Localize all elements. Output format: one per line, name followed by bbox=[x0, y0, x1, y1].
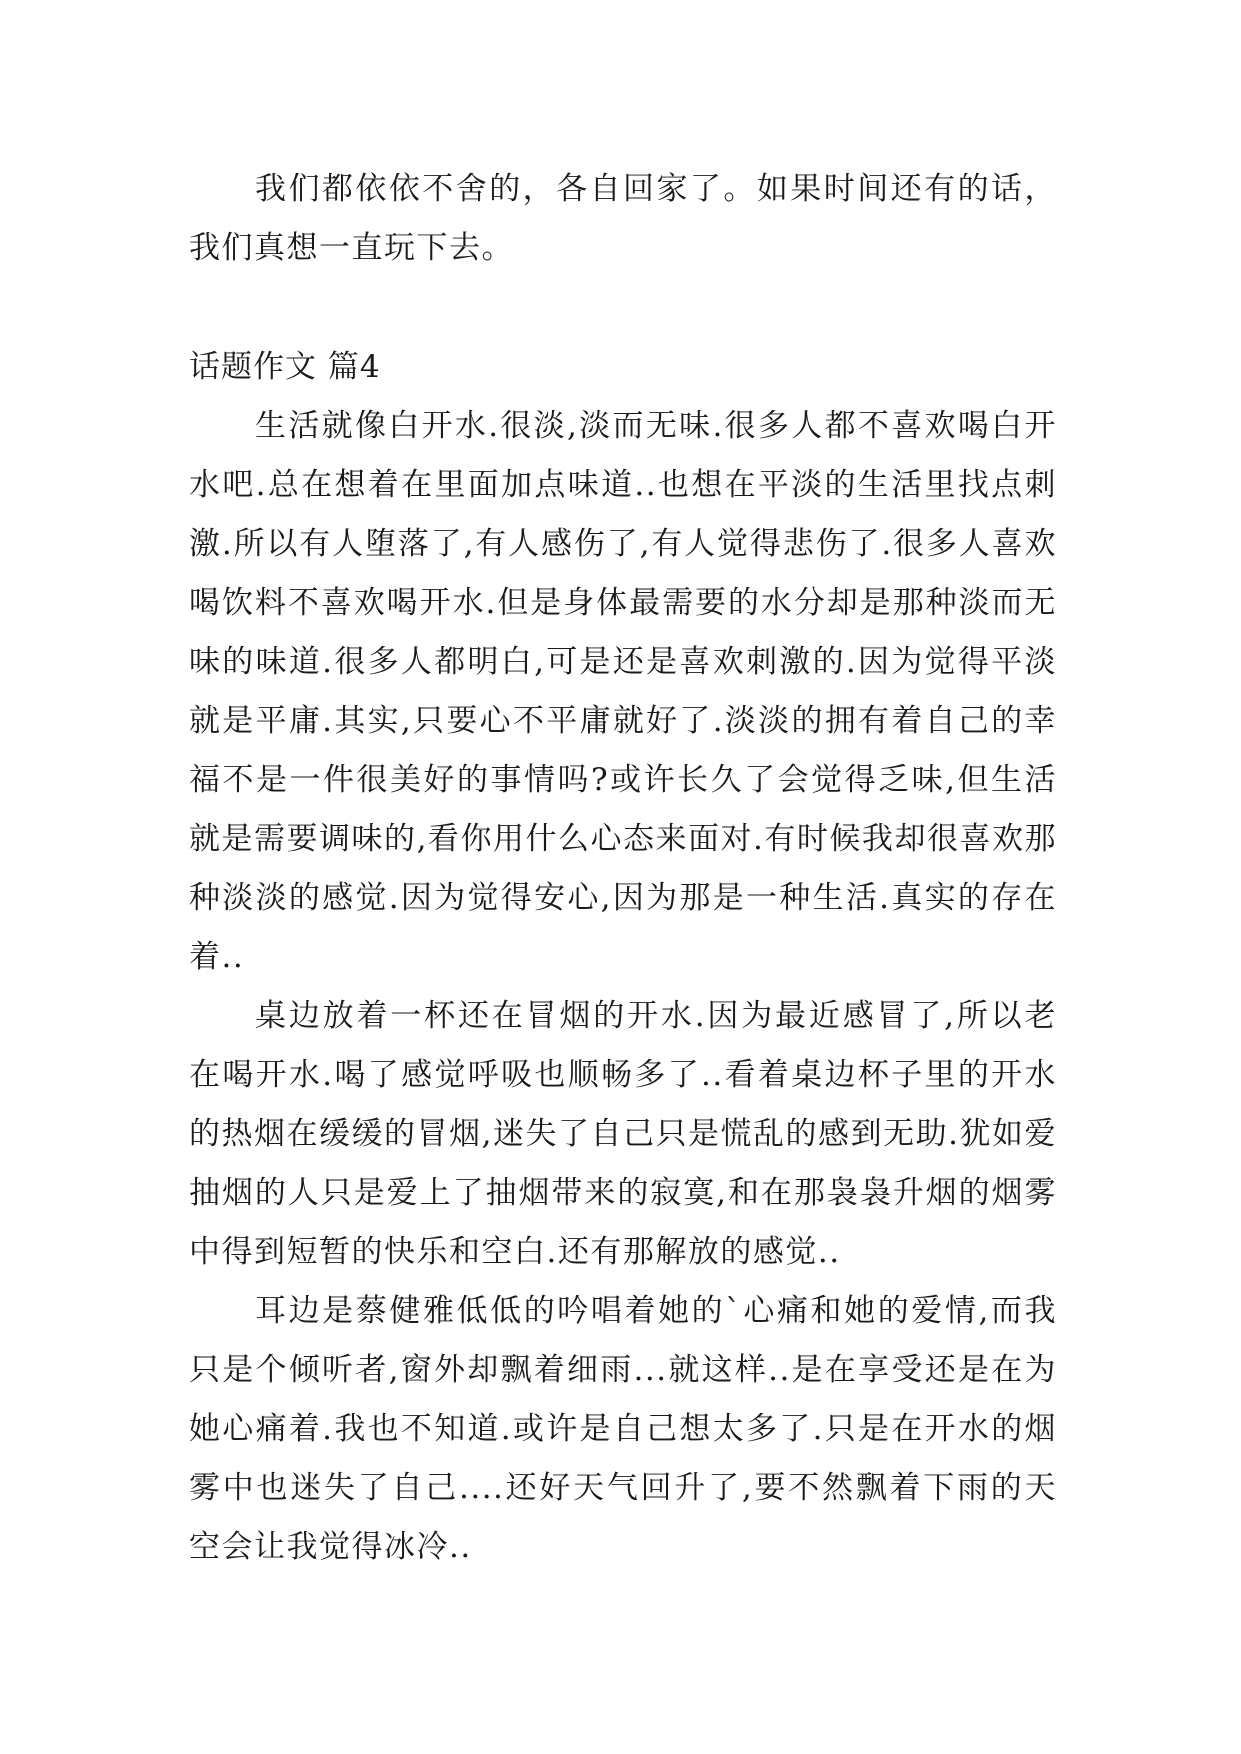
document-body bbox=[189, 160, 1057, 1577]
body-paragraph-1: 生活就像白开水.很淡,淡而无味.很多人都不喜欢喝白开水吧.总在想着在里面加点味道..也想在平淡的生活里找点刺激.所以有人堕落了,有人感伤了,有人觉得悲伤了.很多人喜欢喝饮料不喜欢喝开水.但是身体最需要的水分却是那种淡而无味的味道.很多人都明白,可是还是喜欢刺激的.因为觉得平淡就是平庸.其实,只要心不平庸就好了.淡淡的拥有着自己的幸福不是一件很美好的事情吗?或许长久了会觉得乏味,但生活就是需要调味的,看你用什么心态来面对.有时候我却很喜欢那种淡淡的感觉.因为觉得安心,因为那是一种生活.真实的存在着.. bbox=[189, 408, 1057, 975]
intro-paragraph: 我们都依依不舍的，各自回家了。如果时间还有的话，我们真想一直玩下去。 bbox=[189, 171, 1057, 266]
body-paragraph-2: 桌边放着一杯还在冒烟的开水.因为最近感冒了,所以老在喝开水.喝了感觉呼吸也顺畅多了..看着桌边杯子里的开水的热烟在缓缓的冒烟,迷失了自己只是慌乱的感到无助.犹如爱抽烟的人只是爱上了抽烟带来的寂寞,和在那袅袅升烟的烟雾中得到短暂的快乐和空白.还有那解放的感觉.. bbox=[189, 998, 1057, 1270]
body-paragraph-3: 耳边是蔡健雅低低的吟唱着她的`心痛和她的爱情,而我只是个倾听者,窗外却飘着细雨...就这样..是在享受还是在为她心痛着.我也不知道.或许是自己想太多了.只是在开水的烟雾中也迷失了自己....还好天气回升了,要不然飘着下雨的天空会让我觉得冰冷.. bbox=[189, 1293, 1057, 1565]
section-heading: 话题作文 篇4 bbox=[189, 349, 381, 385]
